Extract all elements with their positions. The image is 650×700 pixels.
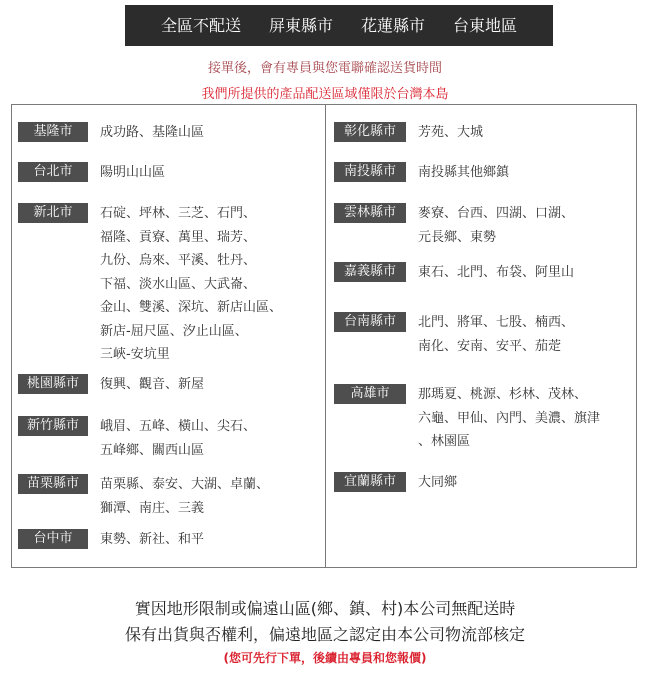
region-towns	[100, 121, 204, 145]
town-line: 陽明山山區	[100, 165, 166, 180]
town-line: 芳苑、大城	[418, 125, 484, 140]
region-tag: 彰化縣市	[334, 122, 406, 142]
town-line: 成功路、基隆山區	[100, 125, 205, 140]
region-towns	[418, 202, 574, 249]
region-row-taoyuan	[18, 373, 204, 397]
region-tag: 苗栗縣市	[18, 474, 88, 494]
town-line: 金山、雙溪、深坑、新店山區、	[100, 300, 283, 315]
region-row-new-taipei	[18, 202, 282, 367]
region-tag: 宜蘭縣市	[334, 472, 406, 492]
region-towns	[100, 473, 269, 520]
town-line: 峨眉、五峰、橫山、尖石、	[100, 419, 257, 434]
town-line: 石碇、坪林、三芝、石門、	[100, 206, 257, 221]
region-row-kaohsiung	[334, 383, 600, 454]
town-line: 新店-屈尺區、汐止山區、	[100, 323, 248, 339]
region-row-yilan	[334, 471, 457, 495]
region-towns	[418, 471, 457, 495]
region-towns	[100, 528, 204, 552]
region-row-miaoli	[18, 473, 269, 520]
remote-areas-table	[11, 104, 637, 568]
region-row-nantou	[334, 161, 509, 185]
region-tag: 台南縣市	[334, 312, 406, 332]
town-line: 獅潭、南庄、三義	[100, 500, 205, 516]
town-line: 元長鄉、東勢	[418, 229, 497, 245]
town-line: 六龜、甲仙、內門、美濃、旗津	[418, 410, 601, 426]
town-line: 那瑪夏、桃源、杉林、茂林、	[418, 387, 588, 402]
town-line: 北門、將軍、七股、楠西、	[418, 315, 575, 330]
region-row-yunlin	[334, 202, 574, 249]
town-line: 復興、觀音、新屋	[100, 377, 205, 392]
town-line: 、林園區	[418, 434, 471, 449]
policy-statement-line-1: 實因地形限制或偏遠山區(鄉、鎮、村)本公司無配送時	[134, 599, 516, 618]
banner-item-hualien: 花蓮縣市	[361, 15, 426, 35]
region-row-changhua	[334, 121, 483, 145]
region-tag: 基隆市	[18, 122, 88, 142]
town-line: 東勢、新社、和平	[100, 532, 205, 547]
town-line: 九份、烏來、平溪、牡丹、	[100, 253, 257, 268]
region-tag: 台北市	[18, 162, 88, 182]
region-tag: 新北市	[18, 203, 88, 223]
banner-item-taitung: 台東地區	[453, 15, 518, 35]
region-tag: 嘉義縣市	[334, 262, 406, 282]
region-tag: 南投縣市	[334, 162, 406, 182]
region-row-chiayi	[334, 261, 574, 285]
region-tag: 台中市	[18, 529, 88, 549]
quote-note: (您可先行下單，後續由專員和您報價)	[223, 651, 427, 665]
town-line: 麥寮、台西、四湖、口湖、	[418, 206, 575, 221]
delivery-scope-note: 我們所提供的產品配送區域僅限於台灣本島	[201, 87, 449, 102]
region-tag: 高雄市	[334, 384, 406, 404]
banner-item-pingtung: 屏東縣市	[268, 15, 333, 35]
town-line: 南投縣其他鄉鎮	[418, 165, 510, 180]
region-towns	[100, 161, 165, 185]
region-towns	[100, 373, 204, 397]
region-row-tainan	[334, 311, 574, 358]
town-line: 三峽-安坑里	[100, 347, 170, 362]
region-towns	[418, 383, 600, 454]
town-line: 大同鄉	[418, 475, 458, 490]
region-towns	[418, 121, 483, 145]
region-row-taichung	[18, 528, 204, 552]
contact-note: 接單後，會有專員與您電聯確認送貨時間	[207, 61, 442, 76]
region-tag: 桃園縣市	[18, 374, 88, 394]
banner-item-all-no-delivery: 全區不配送	[160, 15, 241, 35]
region-towns	[100, 415, 256, 462]
region-row-hsinchu	[18, 415, 256, 462]
region-towns	[100, 202, 282, 367]
town-line: 苗栗縣、泰安、大湖、卓蘭、	[100, 477, 270, 492]
no-delivery-banner	[125, 5, 553, 46]
region-towns	[418, 311, 574, 358]
region-tag: 新竹縣市	[18, 416, 88, 436]
town-line: 東石、北門、布袋、阿里山	[418, 265, 575, 280]
region-tag: 雲林縣市	[334, 203, 406, 223]
policy-statement-line-2: 保有出貨與否權利，偏遠地區之認定由本公司物流部核定	[124, 625, 525, 644]
region-towns	[418, 261, 574, 285]
town-line: 福隆、貢寮、萬里、瑞芳、	[100, 229, 257, 245]
region-row-taipei	[18, 161, 165, 185]
town-line: 五峰鄉、關西山區	[100, 442, 205, 458]
region-towns	[418, 161, 509, 185]
column-divider	[325, 105, 326, 567]
region-row-keelung	[18, 121, 204, 145]
town-line: 下福、淡水山區、大武崙、	[100, 276, 257, 292]
town-line: 南化、安南、安平、茄萣	[418, 338, 562, 354]
